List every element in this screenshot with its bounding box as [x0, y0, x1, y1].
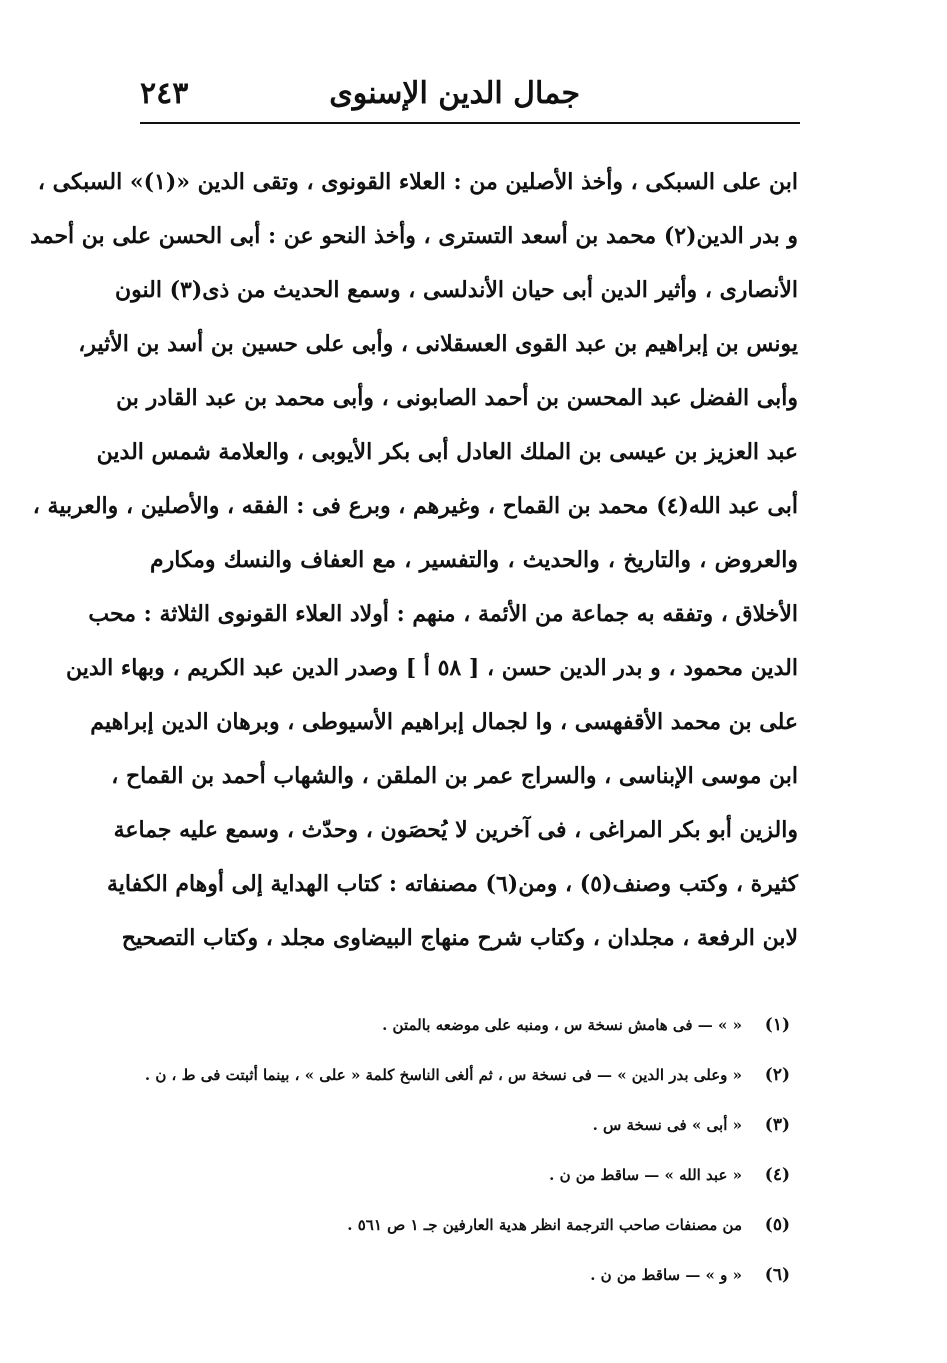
- footnote: [150, 1200, 790, 1250]
- text-line: كثيرة ، وكتب وصنف(٥) ، ومن(٦) مصنفاته : كتاب الهداية إلى أوهام الكفاية: [106, 871, 798, 897]
- text-line: ابن موسى الإبناسى ، والسراج عمر بن الملقن ، والشهاب أحمد بن القماح ،: [111, 763, 798, 789]
- footnote-number: (٢): [764, 1065, 790, 1085]
- text-line: يونس بن إبراهيم بن عبد القوى العسقلانى ، وأبى على حسين بن أسد بن الأثير،: [78, 331, 798, 357]
- text-line: الدين محمود ، و بدر الدين حسن ، [ ٥٨ أ ] وصدر الدين عبد الكريم ، وبهاء الدين: [65, 655, 798, 681]
- footnote-number: (٣): [764, 1115, 790, 1135]
- text-line: عبد العزيز بن عيسى بن الملك العادل أبى بكر الأيوبى ، والعلامة شمس الدين: [96, 439, 798, 465]
- footnote: [150, 1150, 790, 1200]
- running-title: جمال الدين الإسنوى: [329, 76, 580, 111]
- footnote-text: « » — فى هامش نسخة س ، ومنبه على موضعه بالمتن .: [382, 1016, 742, 1034]
- footnote: [150, 1100, 790, 1150]
- footnote-number: (٥): [764, 1215, 790, 1235]
- text-line: أبى عبد الله(٤) محمد بن القماح ، وغيرهم ، وبرع فى : الفقه ، والأصلين ، والعربية ،: [32, 493, 798, 519]
- footnote-text: « أبى » فى نسخة س .: [592, 1116, 742, 1134]
- footnote: [150, 1250, 790, 1300]
- footnote: [150, 1000, 790, 1050]
- text-line: و بدر الدين(٢) محمد بن أسعد التسترى ، وأخذ النحو عن : أبى الحسن على بن أحمد: [30, 223, 798, 249]
- page-header: [140, 72, 800, 116]
- text-line: على بن محمد الأقفهسى ، وا لجمال إبراهيم الأسيوطى ، وبرهان الدين إبراهيم: [90, 709, 798, 735]
- text-line: والعروض ، والتاريخ ، والحديث ، والتفسير ، مع العفاف والنسك ومكارم: [150, 547, 798, 573]
- header-divider: [140, 122, 800, 124]
- footnote-text: « و » — ساقط من ن .: [590, 1266, 742, 1284]
- footnote-number: (٦): [764, 1265, 790, 1285]
- text-line: لابن الرفعة ، مجلدان ، وكتاب شرح منهاج البيضاوى مجلد ، وكتاب التصحيح: [121, 925, 798, 951]
- text-line: ابن على السبكى ، وأخذ الأصلين من : العلاء القونوى ، وتقى الدين «(١)» السبكى ،: [37, 169, 798, 195]
- footnote-text: « عبد الله » — ساقط من ن .: [549, 1166, 742, 1184]
- page-number: ٢٤٣: [140, 76, 189, 111]
- text-line: والزين أبو بكر المراغى ، فى آخرين لا يُحصَون ، وحدّث ، وسمع عليه جماعة: [113, 817, 798, 843]
- text-line: وأبى الفضل عبد المحسن بن أحمد الصابونى ، وأبى محمد بن عبد القادر بن: [116, 385, 798, 411]
- footnote-text: من مصنفات صاحب الترجمة انظر هدية العارفين جـ ١ ص ٥٦١ .: [347, 1216, 742, 1234]
- footnote-number: (٤): [764, 1165, 790, 1185]
- footnote-text: « وعلى بدر الدين » — فى نسخة س ، ثم ألغى الناسخ كلمة « على » ، بينما أثبتت فى ط ، ن .: [144, 1066, 742, 1084]
- footnote-number: (١): [764, 1015, 790, 1035]
- footnote: [144, 1050, 790, 1100]
- main-text: [30, 155, 798, 965]
- footnotes: [144, 1000, 790, 1300]
- text-line: الأخلاق ، وتفقه به جماعة من الأئمة ، منهم : أولاد العلاء القونوى الثلاثة : محب: [88, 601, 798, 627]
- text-line: الأنصارى ، وأثير الدين أبى حيان الأندلسى ، وسمع الحديث من ذى(٣) النون: [114, 277, 798, 303]
